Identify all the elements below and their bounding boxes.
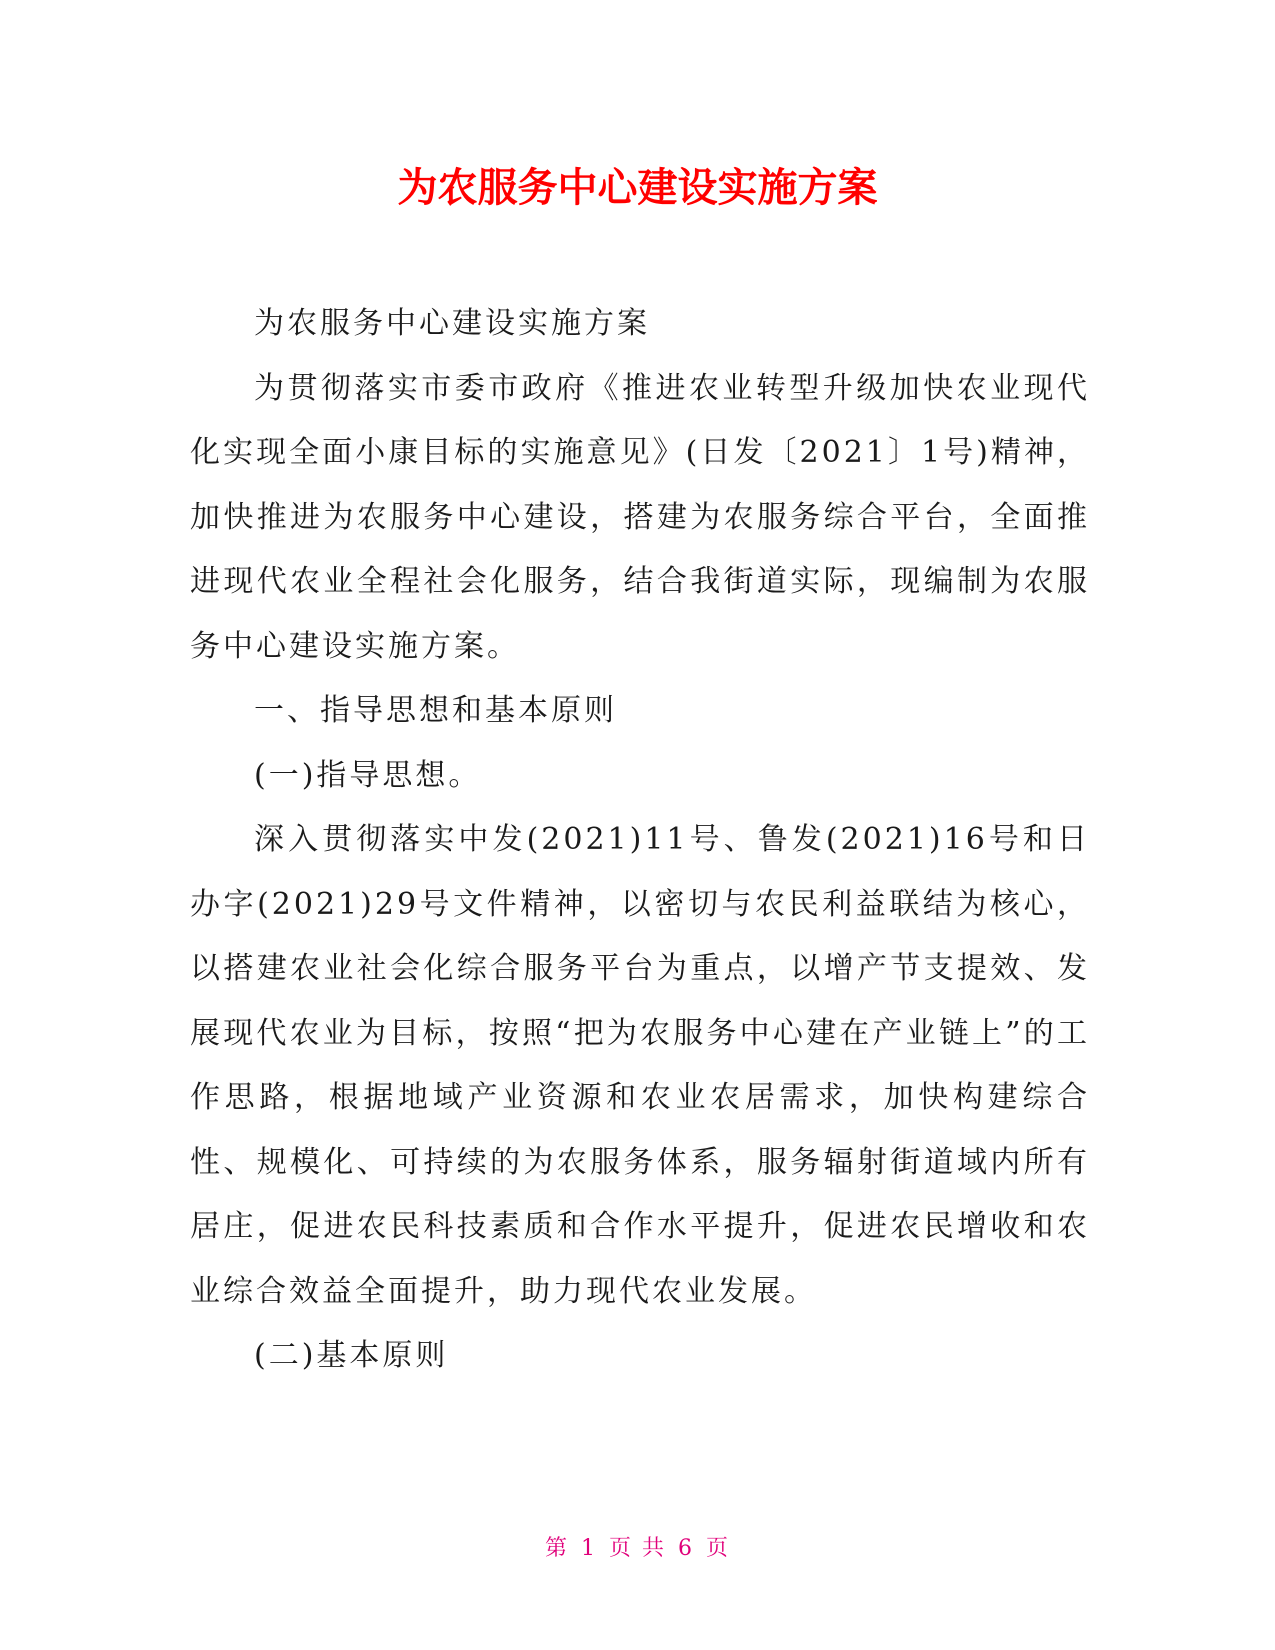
footer-suffix: 页 (706, 1536, 731, 1561)
document-title: 为农服务中心建设实施方案 (397, 165, 878, 211)
subsection-heading: (一)指导思想。 (254, 757, 482, 793)
page-footer (0, 1534, 1275, 1564)
subsection-heading: (二)基本原则 (254, 1338, 449, 1373)
paragraph-guiding-thought: 深入贯彻落实中发(2021)11号、鲁发(2021)16号和日办字(2021)29号文件精神，以密切与农民利益联结为核心，以搭建农业社会化综合服务平台为重点，以增产节支提效、发展现代农业为目标，按照“把为农服务中心建在产业链上”的工作思路，根据地域产业资源和农业农居需求，加快构建综合性、规模化、可持续的为农服务体系，服务辐射街道域内所有居庄，促进农民科技素质和合作水平提升，促进农民增收和农业综合效益全面提升，助力现代农业发展。 (190, 822, 1090, 1309)
footer-prefix: 第 (544, 1536, 569, 1561)
footer-page-number: 1 (581, 1536, 597, 1561)
section-heading: 一、指导思想和基本原则 (254, 693, 617, 728)
paragraph-subtitle: 为农服务中心建设实施方案 (254, 306, 650, 341)
footer-total-pages: 6 (678, 1536, 694, 1561)
footer-middle: 页 共 (609, 1536, 666, 1561)
paragraph-intro: 为贯彻落实市委市政府《推进农业转型升级加快农业现代化实现全面小康目标的实施意见》(日发〔2021〕1号)精神，加快推进为农服务中心建设，搭建为农服务综合平台，全面推进现代农业全程社会化服务，结合我街道实际，现编制为农服务中心建设实施方案。 (190, 370, 1090, 664)
document-body (190, 292, 1090, 1389)
